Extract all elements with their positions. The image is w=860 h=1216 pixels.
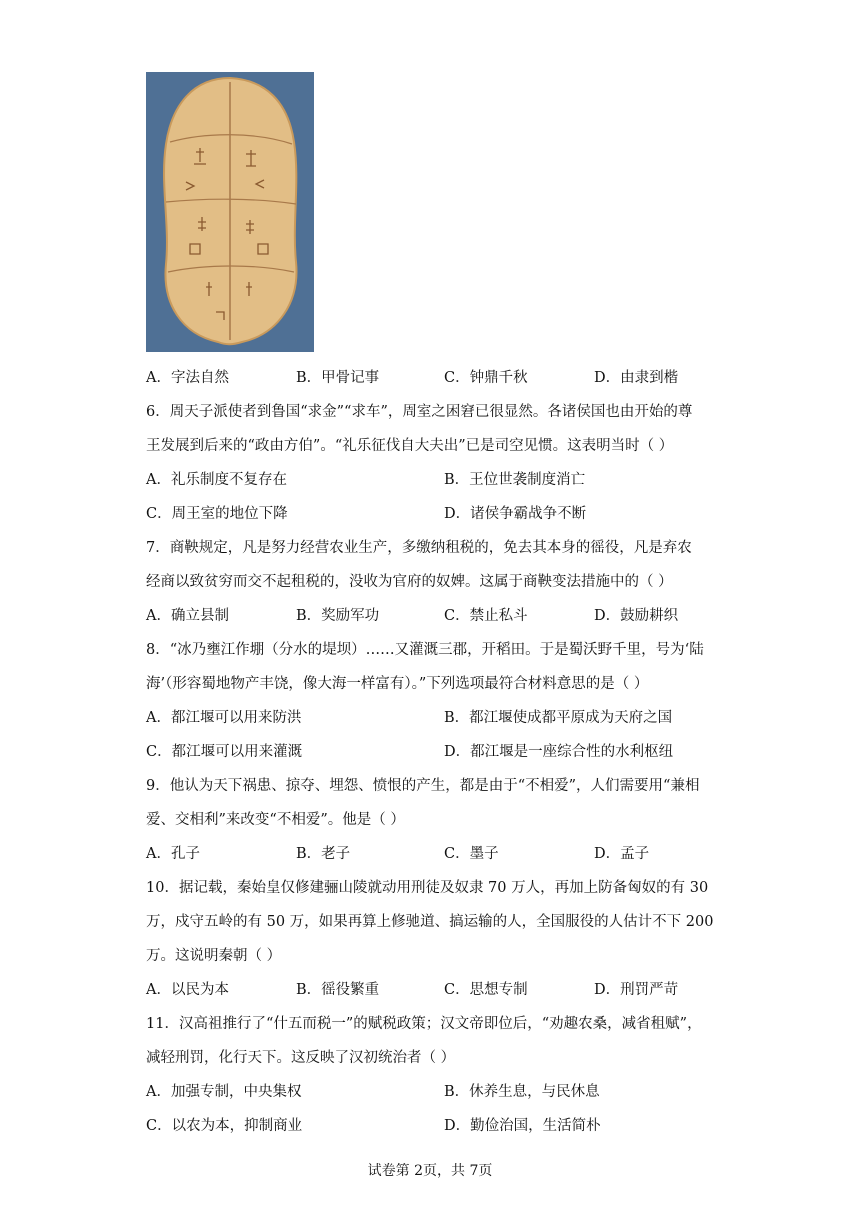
q5-option-a: A．字法自然 [146, 370, 229, 386]
q10-stem-line-3: 万。这说明秦朝（ ） [146, 948, 282, 964]
q6-stem-line-1: 6．周天子派使者到鲁国“求金”“求车”，周室之困窘已很显然。各诸侯国也由开始的尊 [146, 404, 693, 420]
q10-option-d: D．刑罚严苛 [594, 982, 679, 998]
q10-option-b: B．徭役繁重 [296, 982, 380, 998]
page-footer: 试卷第 2页，共 7页 [367, 1163, 493, 1179]
q8-option-b: B．都江堰使成都平原成为天府之国 [444, 710, 673, 726]
q6-option-c: C．周王室的地位下降 [146, 506, 288, 522]
q10-stem-line-1: 10．据记载，秦始皇仅修建骊山陵就动用刑徒及奴隶 70 万人，再加上防备匈奴的有 30 [146, 880, 709, 896]
q11-option-c: C．以农为本，抑制商业 [146, 1118, 303, 1134]
q9-stem-line-2: 爱、交相利”来改变“不相爱”。他是（ ） [146, 812, 405, 828]
q7-option-a: A．确立县制 [146, 608, 229, 624]
q11-option-a: A．加强专制，中央集权 [146, 1084, 302, 1100]
q9-option-d: D．孟子 [594, 846, 650, 862]
q11-option-b: B．休养生息，与民休息 [444, 1084, 600, 1100]
q7-option-b: B．奖励军功 [296, 608, 380, 624]
q8-option-c: C．都江堰可以用来灌溉 [146, 744, 303, 760]
q10-stem-line-2: 万，戍守五岭的有 50 万，如果再算上修驰道、搞运输的人，全国服役的人估计不下 200 [146, 914, 714, 930]
q7-option-d: D．鼓励耕织 [594, 608, 679, 624]
q11-option-d: D．勤俭治国，生活简朴 [444, 1118, 601, 1134]
q9-stem-line-1: 9．他认为天下祸患、掠夺、埋怨、愤恨的产生，都是由于“不相爱”，人们需要用“兼相 [146, 778, 700, 794]
q6-option-a: A．礼乐制度不复存在 [146, 472, 287, 488]
q6-option-d: D．诸侯争霸战争不断 [444, 506, 587, 522]
oracle-bone-icon [146, 72, 314, 352]
oracle-bone-image [146, 72, 314, 352]
q9-option-a: A．孔子 [146, 846, 200, 862]
q5-option-c: C．钟鼎千秋 [444, 370, 528, 386]
q8-option-a: A．都江堰可以用来防洪 [146, 710, 302, 726]
q8-stem-line-1: 8．“冰乃壅江作堋（分水的堤坝）……又灌溉三郡，开稻田。于是蜀沃野千里，号为‘陆 [146, 642, 704, 658]
q6-option-b: B．王位世袭制度消亡 [444, 472, 586, 488]
q10-option-a: A．以民为本 [146, 982, 229, 998]
q7-option-c: C．禁止私斗 [444, 608, 528, 624]
q8-option-d: D．都江堰是一座综合性的水利枢纽 [444, 744, 674, 760]
q8-stem-line-2: 海’（形容蜀地物产丰饶，像大海一样富有）。”下列选项最符合材料意思的是（ ） [146, 676, 649, 692]
q7-stem-line-1: 7．商鞅规定，凡是努力经营农业生产，多缴纳租税的，免去其本身的徭役，凡是弃农 [146, 540, 692, 556]
q5-option-d: D．由隶到楷 [594, 370, 679, 386]
q10-option-c: C．思想专制 [444, 982, 528, 998]
q5-option-b: B．甲骨记事 [296, 370, 380, 386]
q9-option-c: C．墨子 [444, 846, 499, 862]
q7-stem-line-2: 经商以致贫穷而交不起租税的，没收为官府的奴婢。这属于商鞅变法措施中的（ ） [146, 574, 673, 590]
q11-stem-line-1: 11．汉高祖推行了“什五而税一”的赋税政策；汉文帝即位后，“劝趣农桑，减省租赋”， [146, 1016, 702, 1032]
q11-stem-line-2: 减轻刑罚，化行天下。这反映了汉初统治者（ ） [146, 1050, 456, 1066]
q9-option-b: B．老子 [296, 846, 351, 862]
q6-stem-line-2: 王发展到后来的“政由方伯”。“礼乐征伐自大夫出”已是司空见惯。这表明当时（ ） [146, 438, 674, 454]
